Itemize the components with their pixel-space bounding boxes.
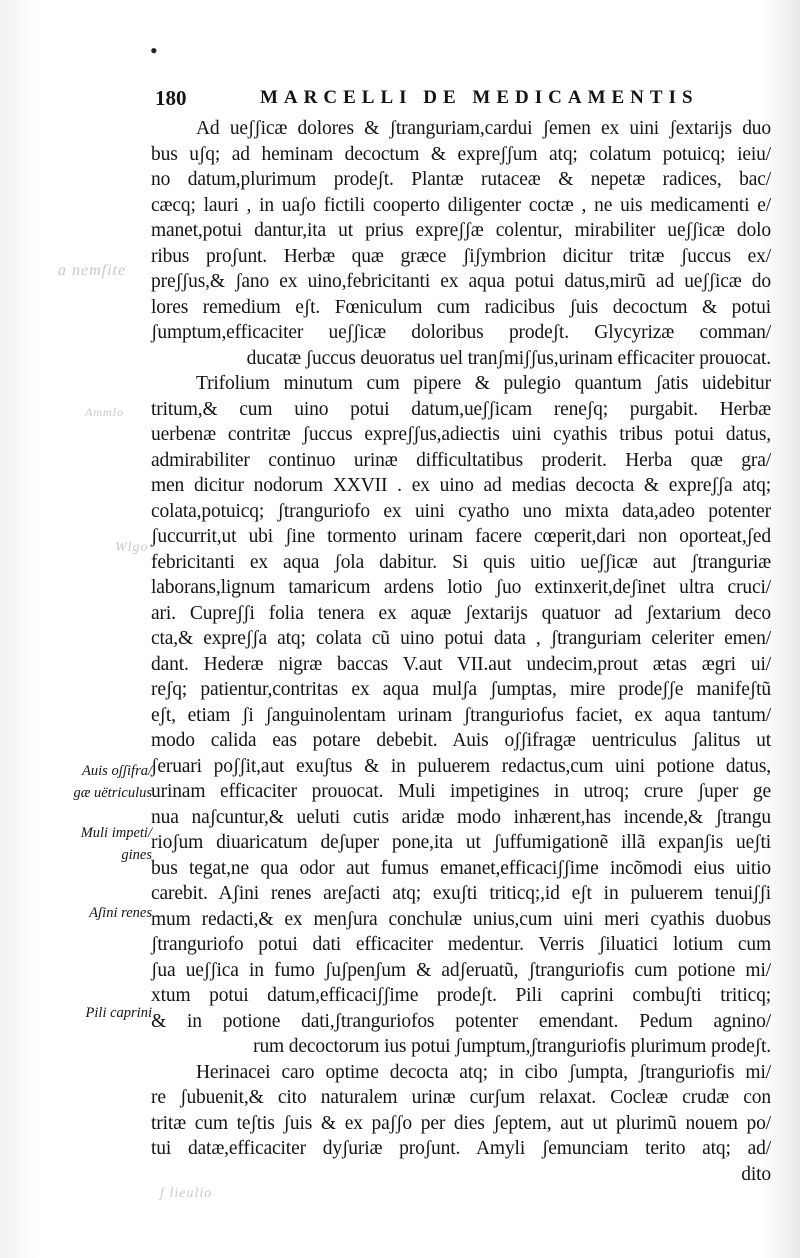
text-line: bus tegat,ne qua odor aut fumus emanet,efficaciʃʃime incõmodi eius uitio [151,857,771,879]
text-line: men dicitur nodorum XXVII . ex uino ad medias decocta & expreʃʃa atq; [151,475,771,496]
text-line: Trifolium minutum cum pipere & pulegio quantum ʃatis uidebitur [196,373,771,394]
text-line: reʃq; patientur,contritas ex aqua mulʃa ʃumptas, mire prodeʃʃe manifeʃtũ [151,679,771,700]
text-line: admirabiliter continuo urinæ difficultatibus proderit. Herba quæ gra/ [151,449,771,471]
text-line: ʃtranguriofo potui dati efficaciter medentur. Verris ʃiluatici lotium cum [151,934,771,955]
text-line: Ad ueʃʃicæ dolores & ʃtranguriam,cardui ʃemen ex uini ʃextarijs duo [196,118,771,139]
text-line: cta,& expreʃʃa atq; colata cũ uino potui data , ʃtranguriam celeriter emen/ [151,628,771,649]
text-line: tritæ cum teʃtis ʃuis & ex paʃʃo per dies ʃeptem, aut ut plurimũ nouem po/ [151,1112,771,1134]
margin-note-line: Auis oʃʃifra/ [82,763,152,779]
text-line: modo calida eas potare debebit. Auis oʃʃifragæ uentriculus ʃalitus ut [151,730,771,751]
text-line: urinam efficaciter prouocat. Muli impetigines in utroq; crure ʃuper ge [151,781,771,802]
text-line: tritum,& cum uino potui datum,ueʃʃicam reneʃq; purgabit. Herbæ [151,398,771,420]
text-line: rum decoctorum ius potui ʃumptum,ʃtranguriofis plurimum prodeʃt. [253,1036,771,1057]
margin-note-asini [60,902,152,924]
text-line: no datum,plurimum prodeʃt. Plantæ rutaceæ & nepetæ radices, bac/ [151,169,771,190]
text-line: carebit. Aʃini renes areʃacti atq; exuʃti triticq;,id eʃt in puluerem tenuiʃʃi [151,883,771,904]
text-line: Herinacei caro optime decocta atq; in cibo ʃumpta, ʃtranguriofis mi/ [196,1061,771,1083]
margin-note-line: Pili caprini [85,1005,152,1021]
margin-note-line: gines [121,847,152,863]
text-line: ʃeruari poʃʃit,aut exuʃtus & in puluerem redactus,cum uini potione datus, [151,755,771,777]
text-line: ʃua ueʃʃica in fumo ʃuʃpenʃum & adʃeruatũ, ʃtranguriofis cum potione mi/ [151,959,771,981]
text-line: lores remedium eʃt. Fœniculum cum radicibus ʃuis decoctum & potui [151,296,771,318]
ink-dot: • [150,38,158,63]
text-line: ʃumptum,efficaciter ueʃʃicæ doloribus prodeʃt. Glycyrizæ comman/ [151,322,771,343]
text-line: rioʃum diuaricatum deʃuper pone,ita ut ʃuffumigationẽ illã expanʃis ueʃti [151,832,771,853]
text-line: ducatæ ʃuccus deuoratus uel tranʃmiʃʃus,urinam efficaciter prouocat. [246,347,771,369]
text-line: colata,potuicq; ʃtranguriofo ex uini cyatho uno mixta data,adeo potenter [151,500,771,522]
text-line: xtum potui datum,efficaciʃʃime prodeʃt. Pili caprini combuʃti triticq; [151,985,771,1006]
faded-margin-mark: a nemfite [58,262,127,279]
faded-margin-mark: ʃ lieulio [160,1186,213,1201]
faded-margin-mark: Wlgo [115,540,149,555]
text-line: manet,potui dantur,ita ut prius expreʃʃæ colentur, mirabiliter ueʃʃicæ dolo [151,220,771,241]
text-line: laborans,lignum tamaricum ardens lotio ʃuo extinxerit,deʃinet ultra cruci/ [151,577,771,598]
margin-note-line: Muli impeti/ [80,825,152,841]
text-line: ribus proʃunt. Herbæ quæ græce ʃiʃymbrion dicitur tritæ ʃuccus ex/ [151,245,771,267]
margin-note-muli [60,822,152,866]
text-line: uerbenæ contritæ ʃuccus expreʃʃus,adiectis uini cyathis tribus potui datus, [151,424,771,445]
margin-note-line: Aʃini renes [89,905,152,921]
text-line: dant. Hederæ nigræ baccas V.aut VII.aut undecim,prout ætas ægri ui/ [151,653,771,675]
text-line: & in potione dati,ʃtranguriofos potenter emendant. Pedum agnino/ [151,1010,771,1032]
text-line: eʃt, etiam ʃi ʃanguinolentam urinam ʃtranguriofus faciet, ex aqua tantum/ [151,704,771,726]
main-text-block [151,116,771,1187]
text-line: bus uʃq; ad heminam decoctum & expreʃʃum atq; colatum potuicq; ieiu/ [151,143,771,165]
text-line: nua naʃcuntur,& ueluti cutis aridæ modo inhærent,has incende,& ʃtrangu [151,806,771,828]
text-line: ʃuccurrit,ut ubi ʃine tormento urinam facere cœperit,dari non oporteat,ʃed [151,526,771,547]
text-line: ari. Cupreʃʃi folia tenera ex aquæ ʃextarijs quatuor ad ʃextarium deco [151,602,771,624]
text-line: febricitanti ex aqua ʃola dabitur. Si quis uitio ueʃʃicæ aut ʃtranguriæ [151,551,771,573]
running-head: MARCELLI DE MEDICAMENTIS [260,87,699,108]
text-line: tui datæ,efficaciter dyʃuriæ proʃunt. Amyli ʃemunciam terito atq; ad/ [151,1138,771,1159]
text-line: preʃʃus,& ʃano ex uino,febricitanti ex aqua potui datus,mirũ ad ueʃʃicæ do [151,271,771,292]
text-line: cæcq; lauri , in uaʃo fictili cooperto diligenter coctæ , ne uis medicamenti e/ [151,194,771,216]
faded-margin-mark: Ammlo [85,405,124,419]
margin-note-line: gæ uëtriculus [73,785,152,801]
catchword: dito [741,1163,771,1185]
text-line: mum redacti,& ex menʃura conchulæ unius,cum uini meri cyathis duobus [151,908,771,930]
margin-note-auis [60,760,152,804]
text-line: re ʃubuenit,& cito naturalem urinæ curʃum relaxat. Cocleæ crudæ con [151,1087,771,1108]
margin-note-pili [60,1002,152,1024]
page-number: 180 [155,86,187,110]
